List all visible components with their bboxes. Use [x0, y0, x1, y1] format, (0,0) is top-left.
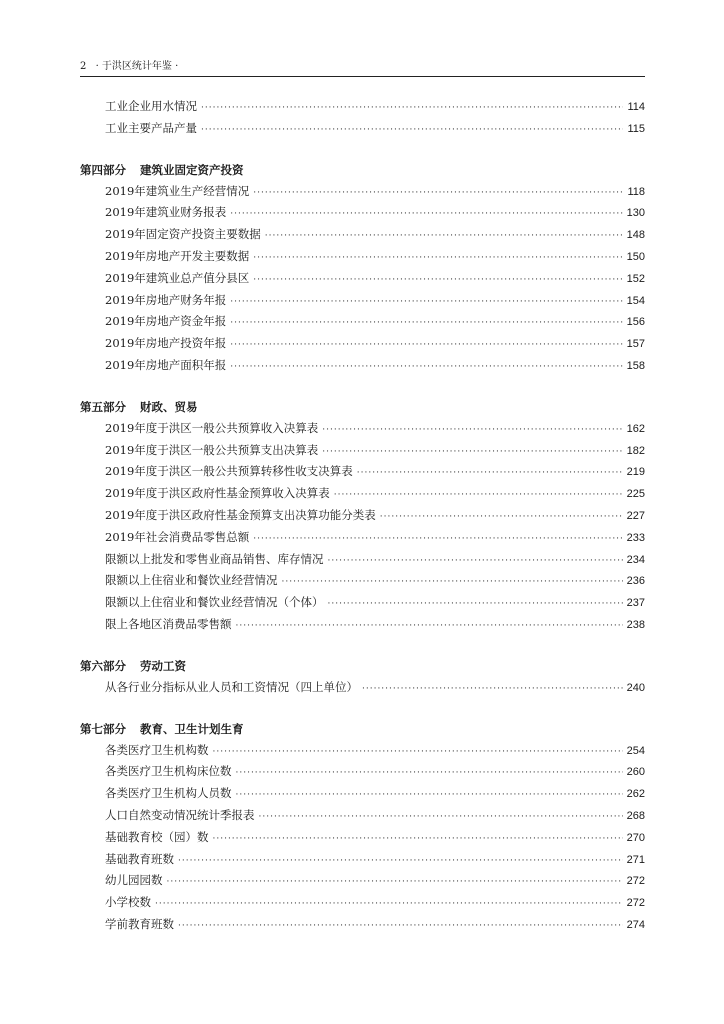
dot-leader — [201, 120, 623, 142]
toc-entry-page: 234 — [626, 553, 645, 566]
toc-entry[interactable] — [80, 418, 645, 440]
toc-entry-page: 240 — [626, 681, 645, 694]
toc-entry[interactable] — [80, 570, 645, 592]
toc-entry-title: 学前教育班数 — [105, 916, 174, 931]
toc-entry-page: 237 — [626, 597, 645, 610]
toc-entry-page: 271 — [626, 853, 645, 866]
toc-entry[interactable] — [80, 849, 645, 871]
dot-leader — [357, 463, 623, 485]
dot-leader — [201, 98, 623, 120]
toc-entry-page: 262 — [626, 788, 645, 801]
dot-leader — [213, 829, 623, 851]
toc-entry[interactable] — [80, 549, 645, 571]
toc-entry[interactable] — [80, 96, 645, 118]
toc-entry[interactable] — [80, 202, 645, 224]
toc-entry-page: 238 — [626, 618, 645, 631]
toc-entry-title: 2019年房地产投资年报 — [105, 336, 227, 351]
dot-leader — [236, 616, 623, 638]
dot-leader — [230, 204, 622, 226]
toc-entry-page: 227 — [626, 509, 645, 522]
toc-entry-title: 限额以上住宿业和餐饮业经营情况 — [105, 573, 278, 588]
toc-entry[interactable] — [80, 333, 645, 355]
dot-leader — [253, 529, 622, 551]
section-number: 第五部分 — [80, 399, 126, 414]
toc-entry-page: 152 — [626, 272, 645, 285]
toc-section — [80, 655, 645, 699]
dot-leader — [230, 335, 622, 357]
toc-entry-page: 115 — [627, 122, 645, 135]
toc-entry-page: 162 — [626, 422, 645, 435]
toc-entry-page: 268 — [626, 809, 645, 822]
toc-entry-page: 272 — [626, 875, 645, 888]
toc-entry-page: 148 — [626, 229, 645, 242]
section-title: 建筑业固定资产投资 — [140, 162, 244, 177]
toc-entry[interactable] — [80, 505, 645, 527]
dot-leader — [230, 313, 622, 335]
toc-section — [80, 159, 645, 377]
section-heading — [80, 159, 645, 181]
dot-leader — [380, 507, 623, 529]
toc-entry-title: 2019年社会消费品零售总额 — [105, 529, 250, 544]
toc-entry-title: 2019年度于洪区一般公共预算支出决算表 — [105, 442, 319, 457]
toc-entry-title: 限额以上住宿业和餐饮业经营情况（个体） — [105, 595, 324, 610]
toc-entry-title: 各类医疗卫生机构数 — [105, 742, 209, 757]
dot-leader — [253, 248, 622, 270]
toc-section — [80, 718, 645, 936]
section-title: 劳动工资 — [140, 658, 186, 673]
toc-entry[interactable] — [80, 870, 645, 892]
toc-entry-page: 150 — [626, 250, 645, 263]
dot-leader — [328, 594, 623, 616]
page-header — [80, 60, 645, 77]
toc-entry-page: 130 — [626, 207, 645, 220]
toc-entry-title: 幼儿园园数 — [105, 873, 163, 888]
toc-entry[interactable] — [80, 224, 645, 246]
section-title: 财政、贸易 — [140, 399, 198, 414]
toc-entry[interactable] — [80, 740, 645, 762]
section-title: 教育、卫生计划生育 — [140, 721, 244, 736]
toc-entry-title: 小学校数 — [105, 895, 151, 910]
dot-leader — [253, 270, 622, 292]
dot-leader — [155, 894, 623, 916]
dot-leader — [236, 763, 623, 785]
toc-entry[interactable] — [80, 892, 645, 914]
toc-entry-page: 254 — [626, 744, 645, 757]
toc-entry-title: 限上各地区消费品零售额 — [105, 616, 232, 631]
dot-leader — [230, 357, 622, 379]
toc-entry[interactable] — [80, 181, 645, 203]
dot-leader — [167, 872, 623, 894]
dot-leader — [362, 679, 623, 701]
toc-entry-page: 114 — [627, 101, 645, 113]
toc-entry-page: 154 — [626, 294, 645, 307]
toc-entry[interactable] — [80, 483, 645, 505]
toc-entry[interactable] — [80, 783, 645, 805]
dot-leader — [230, 292, 622, 314]
toc-entry[interactable] — [80, 827, 645, 849]
dot-leader — [236, 785, 623, 807]
dot-leader — [213, 742, 623, 764]
toc-entry-title: 2019年固定资产投资主要数据 — [105, 227, 261, 242]
toc-entry-title: 各类医疗卫生机构人员数 — [105, 786, 232, 801]
dot-leader — [322, 420, 622, 442]
toc-entry-title: 2019年建筑业总产值分县区 — [105, 270, 250, 285]
section-heading — [80, 396, 645, 418]
header-running-title: · 于洪区统计年鉴 · — [95, 61, 179, 72]
toc-entry[interactable] — [80, 268, 645, 290]
toc-entry[interactable] — [80, 592, 645, 614]
section-number: 第四部分 — [80, 162, 126, 177]
toc-entry-title: 限额以上批发和零售业商品销售、库存情况 — [105, 551, 324, 566]
toc-entry-title: 从各行业分指标从业人员和工资情况（四上单位） — [105, 679, 358, 694]
dot-leader — [178, 916, 623, 938]
toc-entry-title: 2019年建筑业财务报表 — [105, 205, 227, 220]
toc-entry[interactable] — [80, 914, 645, 936]
toc-entry-page: 274 — [626, 918, 645, 931]
toc-entry-page: 225 — [626, 488, 645, 501]
table-of-contents — [80, 96, 645, 936]
toc-entry-title: 2019年度于洪区一般公共预算转移性收支决算表 — [105, 464, 353, 479]
toc-entry-title: 工业企业用水情况 — [105, 99, 197, 113]
toc-entry-page: 270 — [626, 831, 645, 844]
toc-entry[interactable] — [80, 614, 645, 636]
toc-entry[interactable] — [80, 246, 645, 268]
dot-leader — [328, 551, 623, 573]
toc-entry-title: 2019年房地产开发主要数据 — [105, 248, 250, 263]
toc-entry[interactable] — [80, 118, 645, 140]
toc-entry[interactable] — [80, 461, 645, 483]
toc-entry-title: 2019年建筑业生产经营情况 — [105, 183, 250, 198]
toc-entry[interactable] — [80, 440, 645, 462]
section-number: 第七部分 — [80, 721, 126, 736]
toc-entry-title: 2019年房地产财务年报 — [105, 292, 227, 307]
toc-entry-page: 272 — [626, 897, 645, 910]
dot-leader — [265, 226, 623, 248]
dot-leader — [253, 183, 623, 205]
toc-entry[interactable] — [80, 355, 645, 377]
dot-leader — [334, 485, 623, 507]
toc-entry[interactable] — [80, 527, 645, 549]
dot-leader — [178, 851, 623, 873]
toc-entry-page: 236 — [626, 575, 645, 588]
toc-entry[interactable] — [80, 677, 645, 699]
toc-entry-page: 158 — [626, 359, 645, 372]
section-heading — [80, 655, 645, 677]
dot-leader — [322, 442, 622, 464]
toc-entry-page: 260 — [626, 766, 645, 779]
dot-leader — [282, 572, 623, 594]
toc-section — [80, 96, 645, 140]
toc-entry[interactable] — [80, 805, 645, 827]
toc-entry-page: 219 — [626, 466, 645, 479]
toc-entry[interactable] — [80, 761, 645, 783]
toc-entry-page: 156 — [626, 316, 645, 329]
section-number: 第六部分 — [80, 658, 126, 673]
toc-entry-title: 2019年房地产资金年报 — [105, 314, 227, 329]
toc-entry-title: 工业主要产品产量 — [105, 120, 197, 135]
header-page-number: 2 — [80, 61, 87, 72]
dot-leader — [259, 807, 623, 829]
toc-entry-page: 118 — [627, 185, 645, 198]
toc-entry-title: 2019年房地产面积年报 — [105, 357, 227, 372]
toc-entry[interactable] — [80, 290, 645, 312]
toc-entry-page: 157 — [626, 338, 645, 351]
toc-entry-title: 人口自然变动情况统计季报表 — [105, 807, 255, 822]
toc-entry-page: 182 — [626, 444, 645, 457]
toc-entry[interactable] — [80, 311, 645, 333]
toc-entry-page: 233 — [626, 531, 645, 544]
toc-entry-title: 2019年度于洪区一般公共预算收入决算表 — [105, 420, 319, 435]
toc-section — [80, 396, 645, 636]
toc-entry-title: 基础教育校（园）数 — [105, 829, 209, 844]
toc-entry-title: 各类医疗卫生机构床位数 — [105, 764, 232, 779]
toc-entry-title: 2019年度于洪区政府性基金预算支出决算功能分类表 — [105, 507, 376, 522]
section-heading — [80, 718, 645, 740]
toc-entry-title: 基础教育班数 — [105, 851, 174, 866]
toc-entry-title: 2019年度于洪区政府性基金预算收入决算表 — [105, 486, 330, 501]
